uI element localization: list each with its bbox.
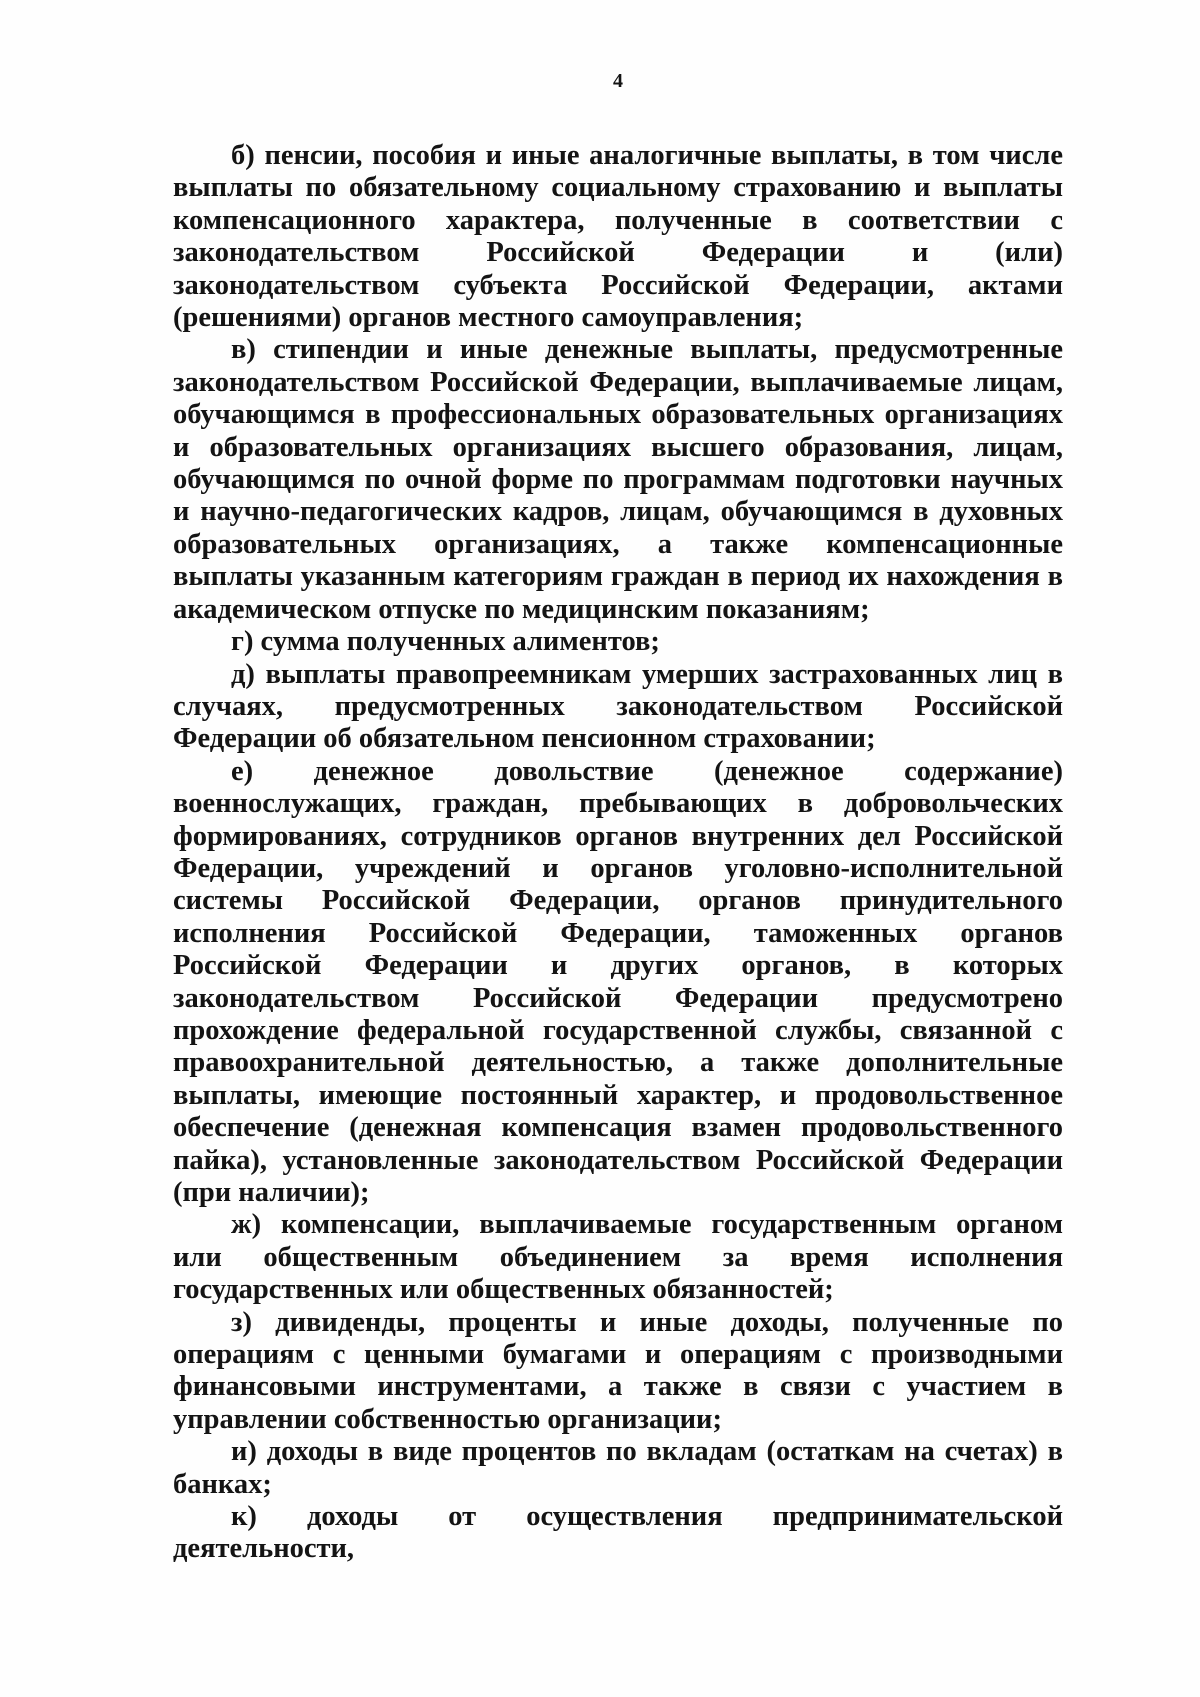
- paragraph-g: г) сумма полученных алиментов;: [231, 626, 660, 658]
- paragraph-z: з) дивиденды, проценты и иные доходы, полученные по операциям с ценными бумагами и операциям с производными финансовыми инструментами, а также в связи с участием в управлении собственностью организации;: [173, 1306, 1063, 1435]
- paragraph-k: к) доходы от осуществления предпринимательской деятельности,: [173, 1501, 1063, 1565]
- paragraph-v: в) стипендии и иные денежные выплаты, предусмотренные законодательством Российской Федерации, выплачиваемые лицам, обучающимся в профессиональных образовательных организациях и образовательных организациях высшего образования, лицам, обучающимся по очной форме по программам подготовки научных и научно-педагогических кадров, лицам, обучающимся в духовных образовательных организациях, а также компенсационные выплаты указанным категориям граждан в период их нахождения в академическом отпуске по медицинским показаниям;: [173, 334, 1063, 625]
- paragraph-d: д) выплаты правопреемникам умерших застрахованных лиц в случаях, предусмотренных законодательством Российской Федерации об обязательном пенсионном страховании;: [173, 658, 1063, 755]
- paragraph-i: и) доходы в виде процентов по вкладам (остаткам на счетах) в банках;: [173, 1436, 1063, 1500]
- paragraph-e: е) денежное довольствие (денежное содержание) военнослужащих, граждан, пребывающих в добровольческих формированиях, сотрудников органов внутренних дел Российской Федерации, учреждений и органов уголовно-исполнительной системы Российской Федерации, органов принудительного исполнения Российской Федерации, таможенных органов Российской Федерации и других органов, в которых законодательством Российской Федерации предусмотрено прохождение федеральной государственной службы, связанной с правоохранительной деятельностью, а также дополнительные выплаты, имеющие постоянный характер, и продовольственное обеспечение (денежная компенсация взамен продовольственного пайка), установленные законодательством Российской Федерации (при наличии);: [173, 755, 1063, 1208]
- paragraph-b: б) пенсии, пособия и иные аналогичные выплаты, в том числе выплаты по обязательному социальному страхованию и выплаты компенсационного характера, полученные в соответствии с законодательством Российской Федерации и (или) законодательством субъекта Российской Федерации, актами (решениями) органов местного самоуправления;: [173, 140, 1063, 334]
- paragraph-zh: ж) компенсации, выплачиваемые государственным органом или общественным объединением за время исполнения государственных или общественных обязанностей;: [173, 1209, 1063, 1306]
- page-number: 4: [613, 70, 623, 92]
- document-body: [173, 140, 1063, 1566]
